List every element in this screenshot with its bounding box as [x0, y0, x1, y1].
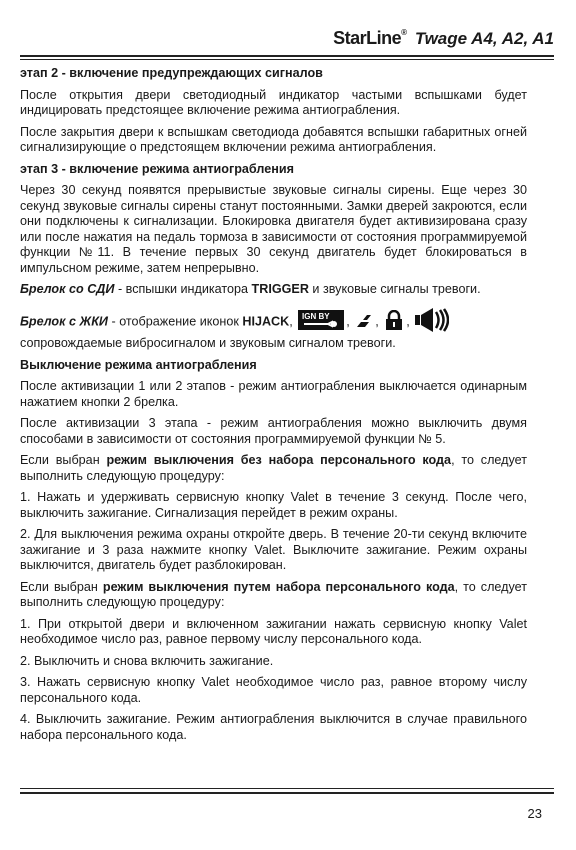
lcd-fob-label: Брелок с ЖКИ: [20, 314, 108, 329]
procedure-step: 4. Выключить зажигание. Режим антиограбления выключится в случае правильного набора персонального кода.: [20, 712, 527, 742]
text: Если выбран: [20, 579, 103, 594]
heading-stage-3: этап 3 - включение режима антиограбления: [20, 161, 294, 176]
footer-rule: [20, 792, 554, 794]
text: , то следует выполнить следующую процедуру:: [20, 579, 527, 609]
text: Если выбран: [20, 453, 107, 467]
ignition-by-icon: [298, 310, 344, 335]
text: сопровождаемые вибросигналом и звуковым сигналом тревоги.: [20, 336, 396, 350]
paragraph-lcd-fob: Брелок с ЖКИ - отображение иконок HIJACK, IGN BY , , , сопровождаемые вибросигналом и звуковым сигналом тревоги.: [20, 308, 527, 352]
registered-mark: ®: [401, 28, 408, 37]
procedure-step: 2. Для выключения режима охраны откройте дверь. В течение 20-ти секунд включите зажигание и 3 раза нажмите кнопку Valet. Выключите зажигание. Режим охраны выключится, двигатель будет разблокирован.: [20, 527, 527, 572]
model-name: Twage A4, A2, A1: [414, 29, 554, 48]
header-rule-thin: [20, 59, 554, 60]
starline-logo: StarLine: [333, 28, 402, 48]
heading-stage-2: этап 2 - включение предупреждающих сигналов: [20, 66, 323, 80]
heading-disable-antihijack: Выключение режима антиограбления: [20, 357, 257, 372]
paragraph: После активизации 1 или 2 этапов - режим антиограбления выключается одинарным нажатием кнопки 2 брелка.: [20, 379, 527, 409]
mode-with-code: режим выключения путем набора персонального кода: [102, 579, 455, 594]
brand-title: [333, 28, 554, 49]
hijack-label: HIJACK: [242, 314, 290, 329]
lock-icon: [384, 310, 404, 335]
text: и звуковые сигналы тревоги.: [308, 282, 481, 296]
procedure-step: 2. Выключить и снова включить зажигание.: [20, 653, 274, 668]
page-header: [20, 20, 554, 56]
paragraph: После открытия двери светодиодный индикатор частыми вспышками будет индицировать предстоящее включение режима антиограбления.: [20, 87, 527, 117]
mode-without-code: режим выключения без набора персонального кода: [106, 453, 452, 467]
siren-icon: [415, 308, 449, 337]
text: - вспышки индикатора: [114, 282, 252, 296]
procedure-step: 1. При открытой двери и включенном зажигании нажать сервисную кнопку Valet необходимое число раз, равное первому числу персонального кода.: [20, 616, 527, 646]
trigger-label: TRIGGER: [251, 282, 309, 296]
paragraph: Через 30 секунд появятся прерывистые звуковые сигналы сирены. Еще через 30 секунд звуковые сигналы сирены станут постоянными. Замки дверей закроются, если они подключены к сигнализации. Блокировка двигателя будет активизирована сразу или после нажатия на педаль тормоза в зависимости от состояния программируемой функции №11. В течение первых 30 секунд двигатель будет блокироваться в импульсном режиме, затем непрерывно.: [20, 183, 527, 275]
procedure-step: 1. Нажать и удерживать сервисную кнопку Valet в течение 3 секунд. После чего, выключить зажигание. Сигнализация перейдет в режим охраны.: [20, 490, 527, 520]
text: - отображение иконок: [108, 314, 243, 329]
paragraph-led-fob: [20, 282, 527, 298]
text: , то следует выполнить следующую процедуру:: [20, 453, 527, 483]
paragraph: [20, 580, 527, 611]
paragraph: После активизации 3 этапа - режим антиограбления можно выключить двумя способами в зависимости от состояния программируемой функции № 5.: [20, 416, 527, 446]
page-number: 23: [527, 806, 542, 821]
paragraph: После закрытия двери к вспышкам светодиода добавятся вспышки габаритных огней сигнализирующие о предстоящем включении режима антиограбления.: [20, 124, 527, 154]
page-content: [20, 66, 527, 749]
header-rule: [20, 55, 554, 57]
car-shock-icon: [355, 311, 373, 334]
ign-icon-label: IGN BY: [302, 311, 330, 321]
procedure-step: 3. Нажать сервисную кнопку Valet необходимое число раз, равное второму числу персонального кода.: [20, 675, 527, 705]
footer-rule-thin: [20, 788, 554, 789]
paragraph: [20, 453, 527, 484]
led-fob-label: Брелок со СДИ: [20, 282, 115, 296]
